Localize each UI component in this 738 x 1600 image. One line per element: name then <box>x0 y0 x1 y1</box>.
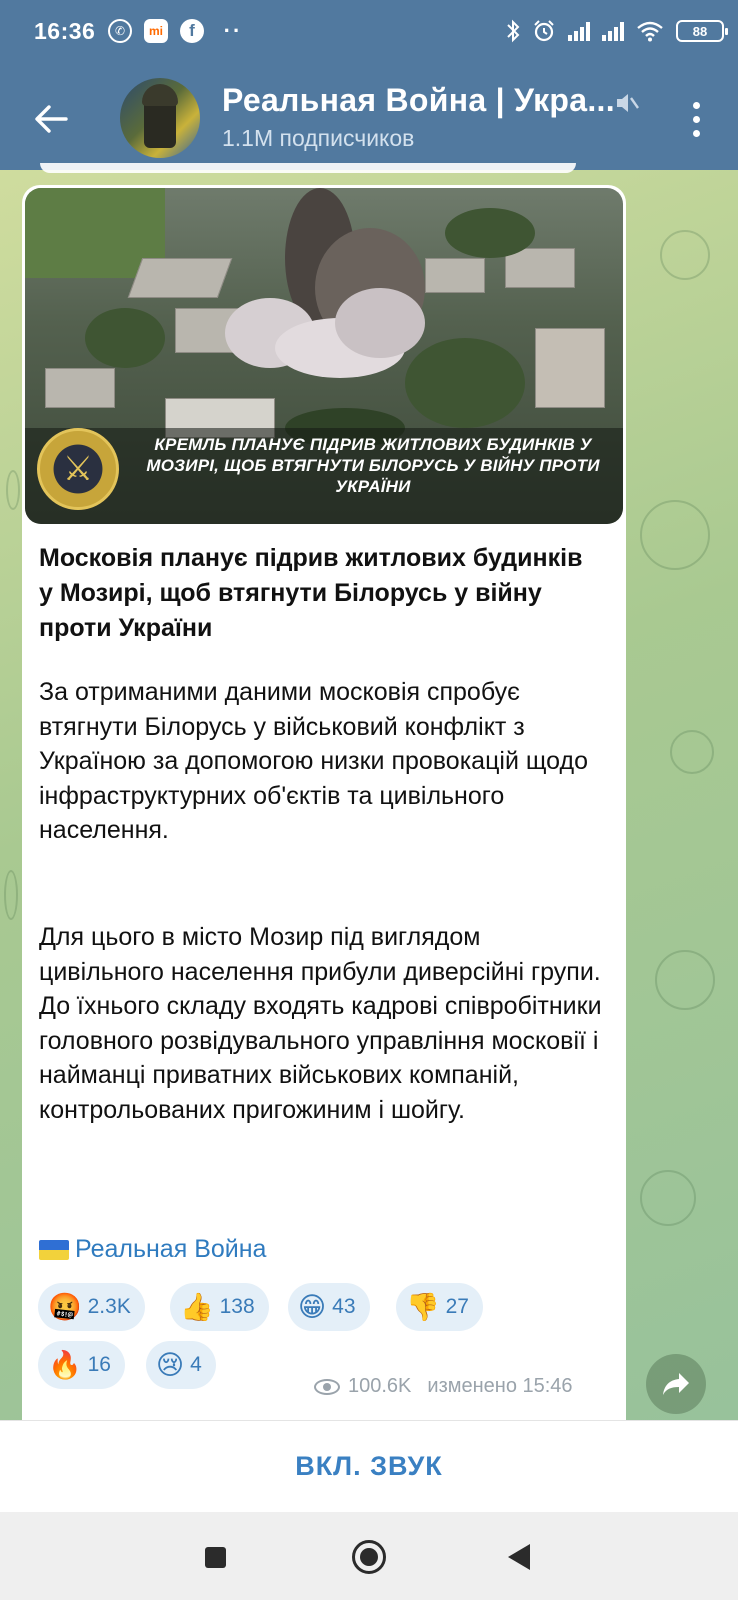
mi-icon: mi <box>144 19 168 43</box>
reaction-thumbs-up[interactable] <box>170 1283 269 1331</box>
status-bar <box>0 0 738 66</box>
post-headline: Московія планує підрив житлових будинків у Мозирі, щоб втягнути Білорусь у війну проти України <box>39 544 583 642</box>
more-dots-icon: ·· <box>223 18 243 43</box>
reaction-count: 4 <box>190 1353 202 1376</box>
share-button[interactable] <box>646 1354 706 1414</box>
viber-icon: ✆ <box>108 19 132 43</box>
unmute-button[interactable]: ВКЛ. ЗВУК <box>295 1451 443 1481</box>
wifi-icon <box>636 20 664 42</box>
reaction-angry[interactable] <box>38 1283 145 1331</box>
channel-title[interactable]: Реальная Война | Укра... <box>222 82 615 118</box>
thumbs-down-icon: 👎 <box>406 1291 440 1322</box>
crying-face-icon: 😢 <box>156 1349 185 1380</box>
view-count: 100.6K <box>348 1375 412 1397</box>
eye-icon <box>314 1379 340 1395</box>
reaction-count: 2.3K <box>87 1295 131 1318</box>
signature-text: Реальная Война <box>75 1235 267 1263</box>
more-options-button[interactable] <box>676 94 716 144</box>
reaction-count: 138 <box>219 1295 255 1318</box>
reaction-count: 43 <box>332 1295 356 1318</box>
image-caption: КРЕМЛЬ ПЛАНУЄ ПІДРИВ ЖИТЛОВИХ БУДИНКІВ У МОЗИРІ, ЩОБ ВТЯГНУТИ БІЛОРУСЬ У ВІЙНУ ПРОТИ УКРАЇНИ <box>146 435 600 496</box>
bluetooth-icon <box>506 19 520 43</box>
channel-avatar[interactable] <box>120 78 200 158</box>
subscriber-count: 1.1M подписчиков <box>222 125 415 151</box>
reaction-fire[interactable] <box>38 1341 125 1389</box>
unmute-bar <box>0 1420 738 1512</box>
signal-icon <box>602 21 624 41</box>
back-button[interactable] <box>26 94 76 144</box>
message-bubble[interactable] <box>22 185 626 1420</box>
reaction-count: 16 <box>87 1353 111 1376</box>
battery-icon: 88 <box>676 20 724 42</box>
reaction-cry[interactable] <box>146 1341 216 1389</box>
post-paragraph-1: За отриманими даними московія спробує втягнути Білорусь у військовий конфлікт з Україною за допомогою низки провокацій щодо інфраструктурних об'єктів та цивільного населення. <box>39 678 588 844</box>
signal-icon <box>568 21 590 41</box>
more-vertical-icon <box>693 102 700 109</box>
previous-message-bubble <box>40 163 576 173</box>
reaction-grin[interactable] <box>288 1283 370 1331</box>
arrow-left-icon <box>34 104 68 134</box>
facebook-icon: f <box>180 19 204 43</box>
channel-signature-link[interactable] <box>39 1235 266 1264</box>
reaction-thumbs-down[interactable] <box>396 1283 483 1331</box>
angry-face-icon: 🤬 <box>48 1291 82 1322</box>
thumbs-up-icon: 👍 <box>180 1291 214 1322</box>
chat-header <box>0 66 738 170</box>
intelligence-emblem-icon: ⚔ <box>37 428 119 510</box>
message-meta <box>314 1375 573 1398</box>
recents-square-icon[interactable] <box>205 1547 226 1568</box>
muted-speaker-icon <box>614 90 640 116</box>
home-circle-icon[interactable] <box>352 1540 386 1574</box>
ukraine-flag-icon <box>39 1240 69 1260</box>
reaction-count: 27 <box>445 1295 469 1318</box>
alarm-icon <box>532 19 556 43</box>
grinning-face-icon: 😁 <box>298 1291 327 1322</box>
edited-time: изменено 15:46 <box>427 1375 573 1397</box>
share-arrow-icon <box>661 1371 691 1397</box>
post-image[interactable] <box>25 188 623 524</box>
status-time: 16:36 <box>34 18 96 44</box>
back-triangle-icon[interactable] <box>508 1544 530 1570</box>
system-nav-bar <box>0 1512 738 1600</box>
post-paragraph-2: Для цього в місто Мозир під виглядом цивільного населення прибули диверсійні групи. До їхнього складу входять кадрові співробітники головного розвідувального управління московії і найманці приватних військових компаній, контрольованих пригожиним і шойгу. <box>39 923 602 1124</box>
fire-icon: 🔥 <box>48 1349 82 1380</box>
